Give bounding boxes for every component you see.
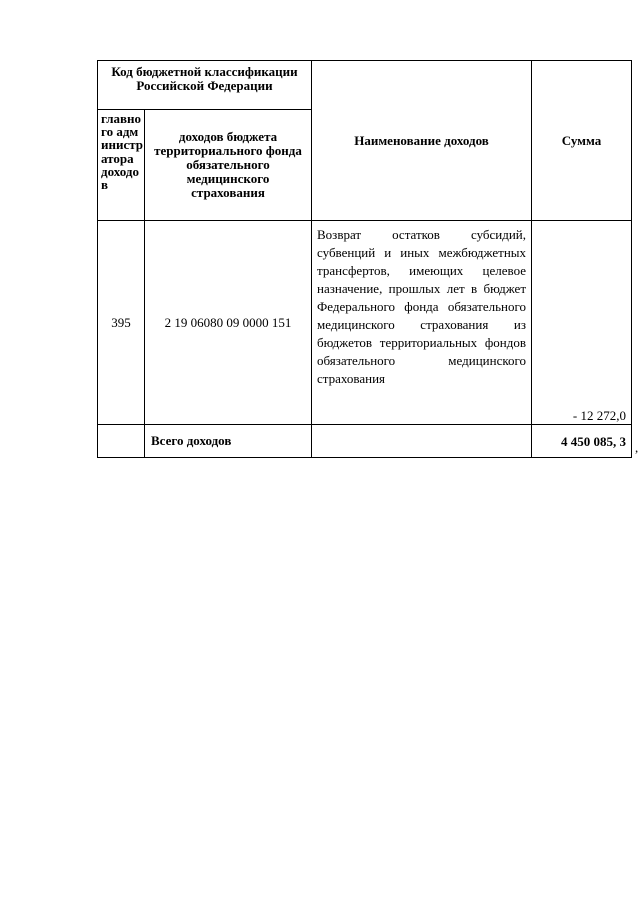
header-amount: Сумма <box>532 61 632 221</box>
income-name-text: Возврат остатков субсидий, субвенций и иных межбюджетных трансфертов, имеющих целевое назначение, прошлых лет в бюджет Федерального фонда обязательного медицинского страхования из бюджетов территориальных фондов обязательного медицинского <box>317 227 527 368</box>
header-income-name: Наименование доходов <box>312 61 532 221</box>
total-row <box>98 425 632 458</box>
income-code-cell: 2 19 06080 09 0000 151 <box>145 221 312 425</box>
total-label: Всего доходов <box>145 425 312 458</box>
total-amount: 4 450 085, 3 <box>532 425 632 458</box>
income-name-cell <box>312 221 532 425</box>
amount-cell: - 12 272,0 <box>532 221 632 425</box>
admin-code-cell: 395 <box>98 221 145 425</box>
header-fund-income-code: доходов бюджета территориального фонда обязательного медицинского страхования <box>145 110 312 221</box>
trailing-mark: , <box>635 440 639 455</box>
budget-income-table <box>97 60 632 458</box>
header-budget-classification-code: Код бюджетной классификации Российской Федерации <box>98 61 312 110</box>
total-empty-cell <box>98 425 145 458</box>
table-row <box>98 221 632 425</box>
header-chief-administrator: главного администратора доходов <box>98 110 145 221</box>
income-name-text-last: страхования <box>317 371 386 386</box>
total-empty-name-cell <box>312 425 532 458</box>
